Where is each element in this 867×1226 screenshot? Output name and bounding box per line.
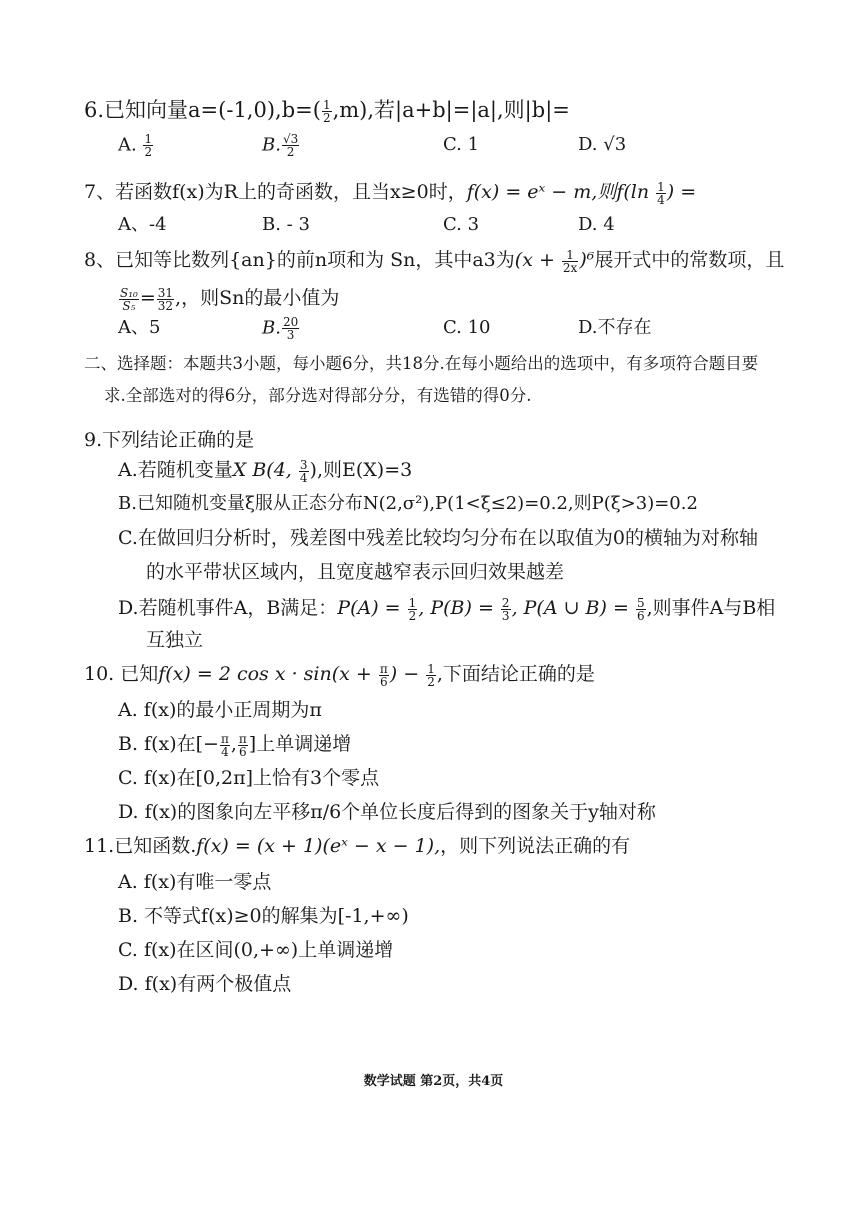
q11-option-d: D. f(x)有两个极值点 <box>118 973 292 995</box>
q7-option-a: A、-4 <box>118 214 167 235</box>
q11-option-b: B. 不等式f(x)≥0的解集为[-1,+∞) <box>118 905 409 927</box>
q9-option-c-line1: C.在做回归分析时，残差图中残差比较均匀分布在以取值为0的横轴为对称轴 <box>118 527 758 549</box>
q6-stem: 6.已知向量a=(-1,0),b=( $\frac{1}{2}$ ,m),若|a+b|=|a|,则|b|= <box>84 98 570 125</box>
q8-option-d: D.不存在 <box>578 317 652 338</box>
q6-option-d: D. √3 <box>578 134 627 155</box>
q6-option-a: A. $\frac{1}{2}$ <box>118 132 153 159</box>
q7-option-c: C. 3 <box>443 214 480 235</box>
q8-option-c: C. 10 <box>443 317 491 338</box>
q8-stem: 8、已知等比数列{an}的前n项和为 Sn，其中a3为(x + $\frac{1}{2x}$ )⁶展开式中的常数项，且 <box>84 247 785 275</box>
q6-stem-fraction: $\frac{1}{2}$ <box>322 98 331 125</box>
page-footer: 数学试题 第2页，共4页 <box>363 1074 504 1089</box>
q10-option-b: B. f(x)在[− $\frac{\pi}{4}$ , $\frac{\pi}{6}$ ]上单调递增 <box>118 731 352 759</box>
q9-option-c-line2: 的水平带状区域内，且宽度越窄表示回归效果越差 <box>146 561 565 583</box>
q7-option-d: D. 4 <box>578 214 615 235</box>
q11-stem: 11.已知函数.f(x) = (x + 1)(eˣ − x − 1),，则下列说法正确的有 <box>84 835 631 857</box>
q6-option-c: C. 1 <box>443 134 480 155</box>
q11-option-a: A. f(x)有唯一零点 <box>118 871 272 893</box>
q10-option-d: D. f(x)的图象向左平移π/6个单位长度后得到的图象关于y轴对称 <box>118 801 656 823</box>
q7-stem: 7、若函数f(x)为R上的奇函数，且当x≥0时，f(x) = eˣ − m,则f(ln $\frac{1}{4}$ ) = <box>84 179 697 207</box>
q9-stem: 9.下列结论正确的是 <box>84 429 255 451</box>
section2-instructions-line1: 二、选择题：本题共3小题，每小题6分，共18分.在每小题给出的选项中，有多项符合题目要 <box>84 354 759 373</box>
q9-option-b: B.已知随机变量ξ服从正态分布N(2,σ²),P(1<ξ≤2)=0.2,则P(ξ>3)=0.2 <box>118 493 698 514</box>
q8-stem-line2: $\frac{\text{S₁₀}}{\text{S₅}}$ = $\frac{31}{32}$ ,，则Sn的最小值为 <box>120 285 340 313</box>
q7-option-b: B. - 3 <box>262 214 310 235</box>
section2-instructions-line2: 求.全部选对的得6分，部分选对得部分分，有选错的得0分. <box>104 386 532 405</box>
q9-option-d-line2: 互独立 <box>146 629 204 651</box>
q8-option-a: A、5 <box>118 317 161 338</box>
q6-option-b: B. $\frac{√3}{2}$ <box>262 132 299 159</box>
q9-option-d-line1: D.若随机事件A，B满足：P(A) = $\frac{1}{2}$ , P(B) = $\frac{2}{3}$ , P(A ∪ B) = $\frac{5}{6}$ ,则事件A与B相 <box>118 595 776 623</box>
q10-option-c: C. f(x)在[0,2π]上恰有3个零点 <box>118 767 380 789</box>
q9-option-a: A.若随机变量X B(4, $\frac{3}{4}$ ),则E(X)=3 <box>118 457 413 485</box>
q10-stem: 10. 已知f(x) = 2 cos x · sin(x + $\frac{\pi}{6}$ ) − $\frac{1}{2}$ ,下面结论正确的是 <box>84 661 595 689</box>
q8-option-b: B. $\frac{20}{3}$ <box>262 315 299 342</box>
q11-option-c: C. f(x)在区间(0,+∞)上单调递增 <box>118 939 394 961</box>
q10-option-a: A. f(x)的最小正周期为π <box>118 699 322 721</box>
